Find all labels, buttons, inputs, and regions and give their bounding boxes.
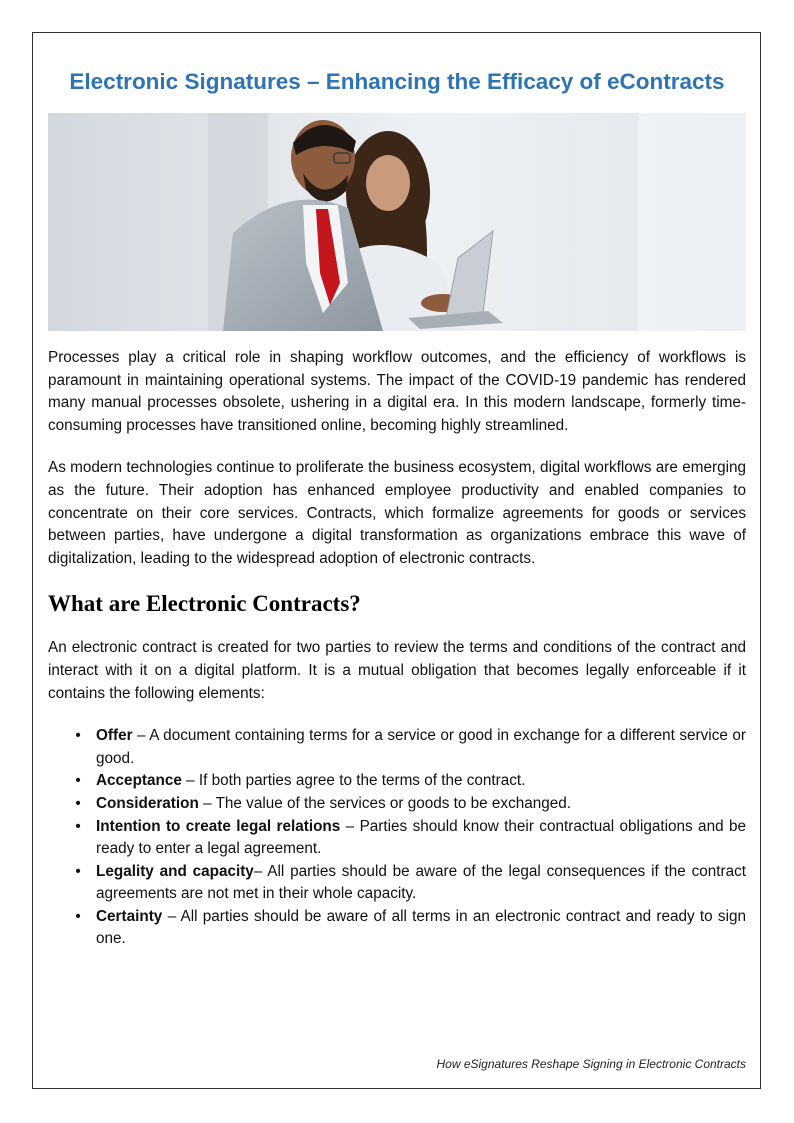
list-item-desc: – Parties should know their contractual obligations and be ready to enter a legal agreement.: [96, 817, 746, 858]
section-heading: What are Electronic Contracts?: [48, 591, 361, 617]
document-content: [48, 62, 746, 951]
list-item-desc: – All parties should be aware of all terms in an electronic contract and ready to sign one.: [96, 907, 746, 948]
list-item: [75, 906, 746, 951]
list-item: [75, 816, 746, 861]
list-item: [75, 793, 746, 816]
list-item-term: Legality and capacity: [96, 862, 254, 880]
bullet-icon: •: [75, 727, 81, 745]
list-item: [75, 770, 746, 793]
bullet-icon: •: [75, 907, 81, 925]
intro-paragraph-1: Processes play a critical role in shaping workflow outcomes, and the efficiency of workflows is paramount in maintaining operational systems. The impact of the COVID-19 pandemic has rendered many manual processes obsolete, ushering in a digital era. In this modern landscape, formerly time-consuming processes have transitioned online, becoming highly streamlined.: [48, 349, 746, 434]
bullet-icon: •: [75, 862, 81, 880]
hero-illustration: [48, 113, 746, 331]
document-title: Electronic Signatures – Enhancing the Efficacy of eContracts: [69, 69, 725, 94]
list-item-desc: – All parties should be aware of the legal consequences if the contract agreements are not met in their whole capacity.: [96, 862, 746, 903]
list-item-term: Consideration: [96, 794, 199, 812]
list-item-desc: – The value of the services or goods to be exchanged.: [198, 794, 572, 812]
list-item-term: Certainty: [96, 907, 163, 925]
list-item: [75, 861, 746, 906]
list-item: [75, 725, 746, 770]
bullet-icon: •: [75, 772, 81, 790]
hero-image: [48, 113, 746, 331]
contract-elements-list: [48, 725, 746, 951]
page-footer: How eSignatures Reshape Signing in Electronic Contracts: [436, 1057, 746, 1071]
list-item-desc: – If both parties agree to the terms of the contract.: [181, 772, 526, 790]
bullet-icon: •: [75, 794, 81, 812]
list-item-term: Offer: [96, 727, 133, 745]
bullet-icon: •: [75, 817, 81, 835]
list-item-desc: – A document containing terms for a service or good in exchange for a different service or good.: [96, 727, 746, 767]
list-item-term: Intention to create legal relations: [96, 817, 341, 835]
section-intro-paragraph: An electronic contract is created for two parties to review the terms and conditions of the contract and interact with it on a digital platform. It is a mutual obligation that becomes legally enforceable if it contains the following elements:: [48, 639, 746, 702]
list-item-term: Acceptance: [96, 772, 182, 790]
intro-paragraph-2: As modern technologies continue to proliferate the business ecosystem, digital workflows are emerging as the future. Their adoption has enhanced employee productivity and enabled companies to concentrate on their core services. Contracts, which formalize agreements for goods or services between parties, have undergone a digital transformation as organizations embrace this wave of digitalization, leading to the widespread adoption of electronic contracts.: [48, 459, 746, 567]
